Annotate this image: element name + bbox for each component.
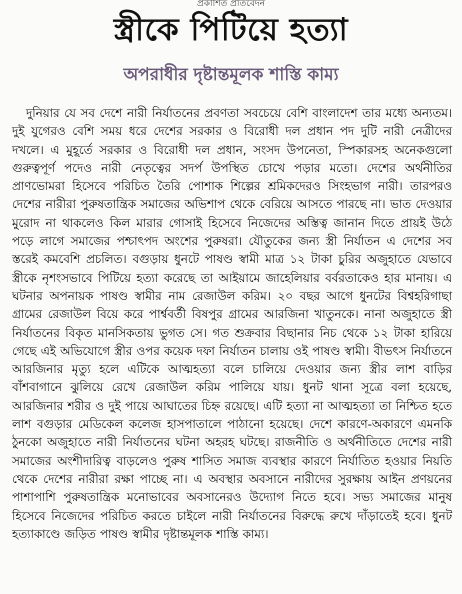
article-body: দুনিয়ার যে সব দেশে নারী নির্যাতনের প্রবণতা সবচেয়ে বেশি বাংলাদেশ তার মধ্যে অন্যতম। দুই যুগেরও বেশি সময় ধরে দেশের সরকার ও বিরোধী দল প্রধান পদ দুটি নারী নেত্রীদের দখলে। এ মুহূর্তে সরকার ও বিরোধী দল প্রধান, সংসদ উপনেতা, স্পিকারসহ অনেকগুলো গুরুত্বপূর্ণ পদেও নারী নেতৃত্বের সদর্প উপস্থিত চোখে পড়ার মতো। দেশের অর্থনীতির প্রাণভোমরা হিসেবে পরিচিত তৈরি পোশাক শিল্পের শ্রমিকদেরও সিংহভাগ নারী। তারপরও দেশের নারীরা পুরুষতান্ত্রিক সমাজের অভিশাপ থেকে বেরিয়ে আসতে পারছে না। ভাত দেওয়ার মুরোদ না থাকলেও কিল মারার গোসাই হিসেবে নিজেদের অস্তিত্ব জানান দিতে প্রায়ই উঠে পড়ে লাগে সমাজের পশ্চাৎপদ অংশের পুরুষরা। যৌতুকের জন্য স্ত্রী নির্যাতন এ দেশের সব স্তরেই কমবেশি প্রচলিত। বগুড়ায় ধুনটে পাষণ্ড স্বামী মাত্র ১২ টাকা চুরির অজুহাতে যেভাবে স্ত্রীকে নৃশংসভাবে পিটিয়ে হত্যা করেছে তা আইয়ামে জাহেলিয়ার বর্বরতাকেও হার মানায়। এ ঘটনার অপনায়ক পাষণ্ড স্বামীর নাম রেজাউল করিম। ২০ বছর আগে ধুনটের বিশ্বহরিগাছা গ্রামের রেজাউল বিয়ে করে পার্শ্ববর্তী বিষপুর গ্রামের আরজিনা খাতুনকে। নানা অজুহাতে স্ত্রী নির্যাতনের বিকৃত মানসিকতায় ভুগত সে। গত শুক্রবার বিছানার নিচ থেকে ১২ টাকা হারিয়ে গেছে এই অভিযোগে স্ত্রীর ওপর কয়েক দফা নির্যাতন চালায় ওই পাষণ্ড স্বামী। বীভৎস নির্যাতনে আরজিনার মৃত্যু হলে এটিকে আত্মহত্যা বলে চালিয়ে দেওয়ার জন্য স্ত্রীর লাশ বাড়ির বাঁশবাগানে ঝুলিয়ে রেখে রেজাউল করিম পালিয়ে যায়। ধুনট থানা সূত্রে বলা হয়েছে, আরজিনার শরীর ও দুই পায়ে আঘাতের চিহ্ন রয়েছে। এটি হত্যা না আত্মহত্যা তা নিশ্চিত হতে লাশ বগুড়ার মেডিকেল কলেজ হাসপাতালে পাঠানো হয়েছে। দেশে কারণে-অকারণে এমনকি ঠুনকো অজুহাতে নারী নির্যাতনের ঘটনা অহরহ ঘটছে। রাজনীতি ও অর্থনীতিতে দেশের নারী সমাজের অংশীদারিত্ব বাড়লেও পুরুষ শাসিত সমাজ ব্যবস্থার কারণে নির্যাতিত হওয়ার নিয়তি থেকে দেশের নারীরা রক্ষা পাচ্ছে না। এ অবস্থার অবসানে নারীদের সুরক্ষায় আইন প্রণয়নের পাশাপাশি পুরুষতান্ত্রিক মনোভাবের অবসানেরও উদ্যোগ নিতে হবে। সভ্য সমাজের মানুষ হিসেবে নিজেদের পরিচিত করতে চাইলে নারী নির্যাতনের বিরুদ্ধে রুখে দাঁড়াতেই হবে। ধুনট হত্যাকাণ্ডে জড়িত পাষণ্ড স্বামীর দৃষ্টান্তমূলক শাস্তি কাম্য। (12, 106, 452, 541)
header-fragment: প্রকাশিত প্রতিবেদন (197, 0, 265, 8)
subheadline: অপরাধীর দৃষ্টান্তমূলক শাস্তি কাম্য (123, 65, 339, 85)
headline: স্ত্রীকে পিটিয়ে হত্যা (113, 12, 349, 48)
